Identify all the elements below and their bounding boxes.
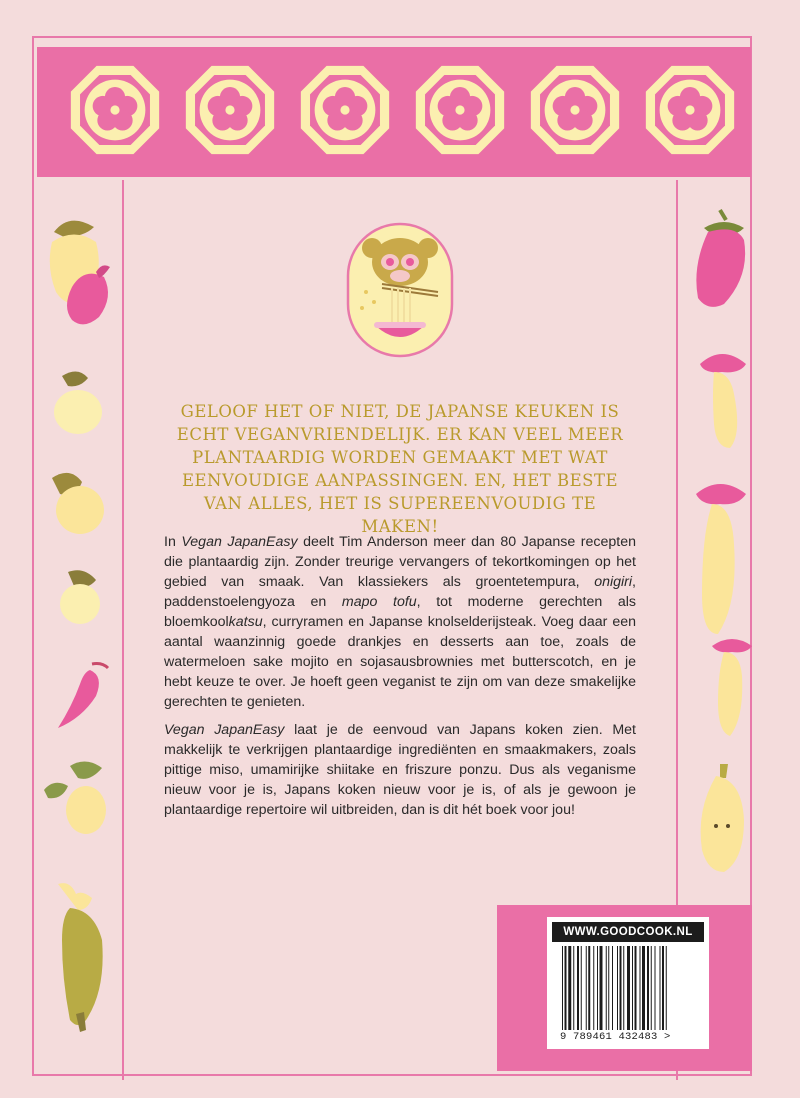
barcode-bar	[600, 946, 603, 1030]
flower-crest-icon	[644, 64, 736, 156]
barcode-bar	[608, 946, 609, 1030]
barcode-bar	[635, 946, 637, 1030]
flower-crest-icon	[184, 64, 276, 156]
mango-icon	[44, 212, 116, 332]
fruit-icon	[46, 466, 112, 538]
barcode-bar	[666, 946, 667, 1030]
flower-crest-icon	[69, 64, 161, 156]
barcode-bar	[586, 946, 587, 1030]
text-span: , curryramen en Japanse knolselderijsteak. Voeg daar een aantal waanzinnig goede drankjes en desserts aan toe, zoals de watermeloen sake mojito en sojasausbrownies met butterscotch, en je hebt keuze te over. Je hoeft geen veganist te zijn om van deze smakelijke gerechten te genieten.	[164, 614, 636, 710]
barcode-bar	[597, 946, 598, 1030]
book-title: Vegan JapanEasy	[164, 722, 285, 738]
description-paragraph	[164, 532, 636, 712]
barcode-bar	[662, 946, 664, 1030]
barcode-bar	[573, 946, 574, 1030]
barcode-bar	[647, 946, 649, 1030]
barcode	[560, 946, 702, 1030]
chili-pepper-icon	[52, 658, 114, 730]
barcode-bar	[617, 946, 618, 1030]
zucchini-icon	[48, 880, 112, 1034]
barcode-bar	[623, 946, 624, 1030]
barcode-bar	[588, 946, 590, 1030]
barcode-bar	[640, 946, 641, 1030]
barcode-bar	[620, 946, 622, 1030]
flower-crest-icon	[414, 64, 506, 156]
barcode-bar	[642, 946, 645, 1030]
text-span: laat je de eenvoud van Japans koken zien. Met makkelijk te verkrijgen plantaardige ingrediënten en smaakmakers, zoals pittige miso, umamirijke shiitake en friszure ponzu. Dus als veganisme nieuw voor je is, Japans koken nieuw voor je is, of als je gewoon je plantaardige repertoire wil uitbreiden, dan is dit hét boek voor jou!	[164, 722, 636, 818]
isbn-number: 9 789461 432483 >	[560, 1031, 671, 1043]
fruit-icon	[56, 566, 106, 626]
flower-crest-icon	[299, 64, 391, 156]
mushroom-icon	[696, 344, 750, 452]
barcode-bar	[660, 946, 661, 1030]
barcode-bar	[577, 946, 579, 1030]
tagline: GELOOF HET OF NIET, DE JAPANSE KEUKEN IS ECHT VEGANVRIENDELIJK. ER KAN VEEL MEER PLANTAARDIG WORDEN GEMAAKT MET WAT EENVOUDIGE AANPASSINGEN. EN, HET BESTE VAN ALLES, HET IS SUPEREENVOUDIG TE MAKEN!	[176, 402, 624, 536]
description	[164, 532, 636, 828]
mushroom-icon	[708, 632, 756, 742]
barcode-bar	[581, 946, 582, 1030]
dish-name: mapo tofu	[341, 594, 417, 610]
monkey-ramen-icon	[346, 222, 454, 358]
barcode-bar	[568, 946, 571, 1030]
barcode-bar	[562, 946, 563, 1030]
book-title: Vegan JapanEasy	[181, 534, 298, 550]
barcode-bar	[651, 946, 652, 1030]
barcode-bar	[627, 946, 630, 1030]
dish-name: katsu	[228, 614, 263, 630]
barcode-bar	[593, 946, 594, 1030]
barcode-bar	[655, 946, 656, 1030]
turnip-icon	[40, 756, 116, 840]
description-paragraph	[164, 720, 636, 820]
king-oyster-mushroom-icon	[690, 474, 752, 638]
barcode-bar	[565, 946, 567, 1030]
dish-name: onigiri	[594, 574, 633, 590]
website-label: WWW.GOODCOOK.NL	[552, 922, 704, 942]
eggplant-icon	[690, 206, 754, 310]
text-span: In	[164, 534, 182, 550]
text-span: deelt Tim Anderson meer dan 80 Japanse recepten die plantaardig zijn. Zonder treurige vervangers of tekortkomingen op het gebied van smaak. Van klassiekers als groentetempura,	[164, 534, 636, 590]
apple-icon	[48, 366, 108, 438]
barcode-bar	[632, 946, 633, 1030]
text-span: , paddenstoelengyoza en	[164, 574, 636, 610]
banana-icon	[694, 760, 750, 876]
flower-crest-icon	[529, 64, 621, 156]
barcode-bar	[612, 946, 613, 1030]
text-span: , tot moderne gerechten als bloemkool	[164, 594, 636, 630]
barcode-bar	[606, 946, 607, 1030]
